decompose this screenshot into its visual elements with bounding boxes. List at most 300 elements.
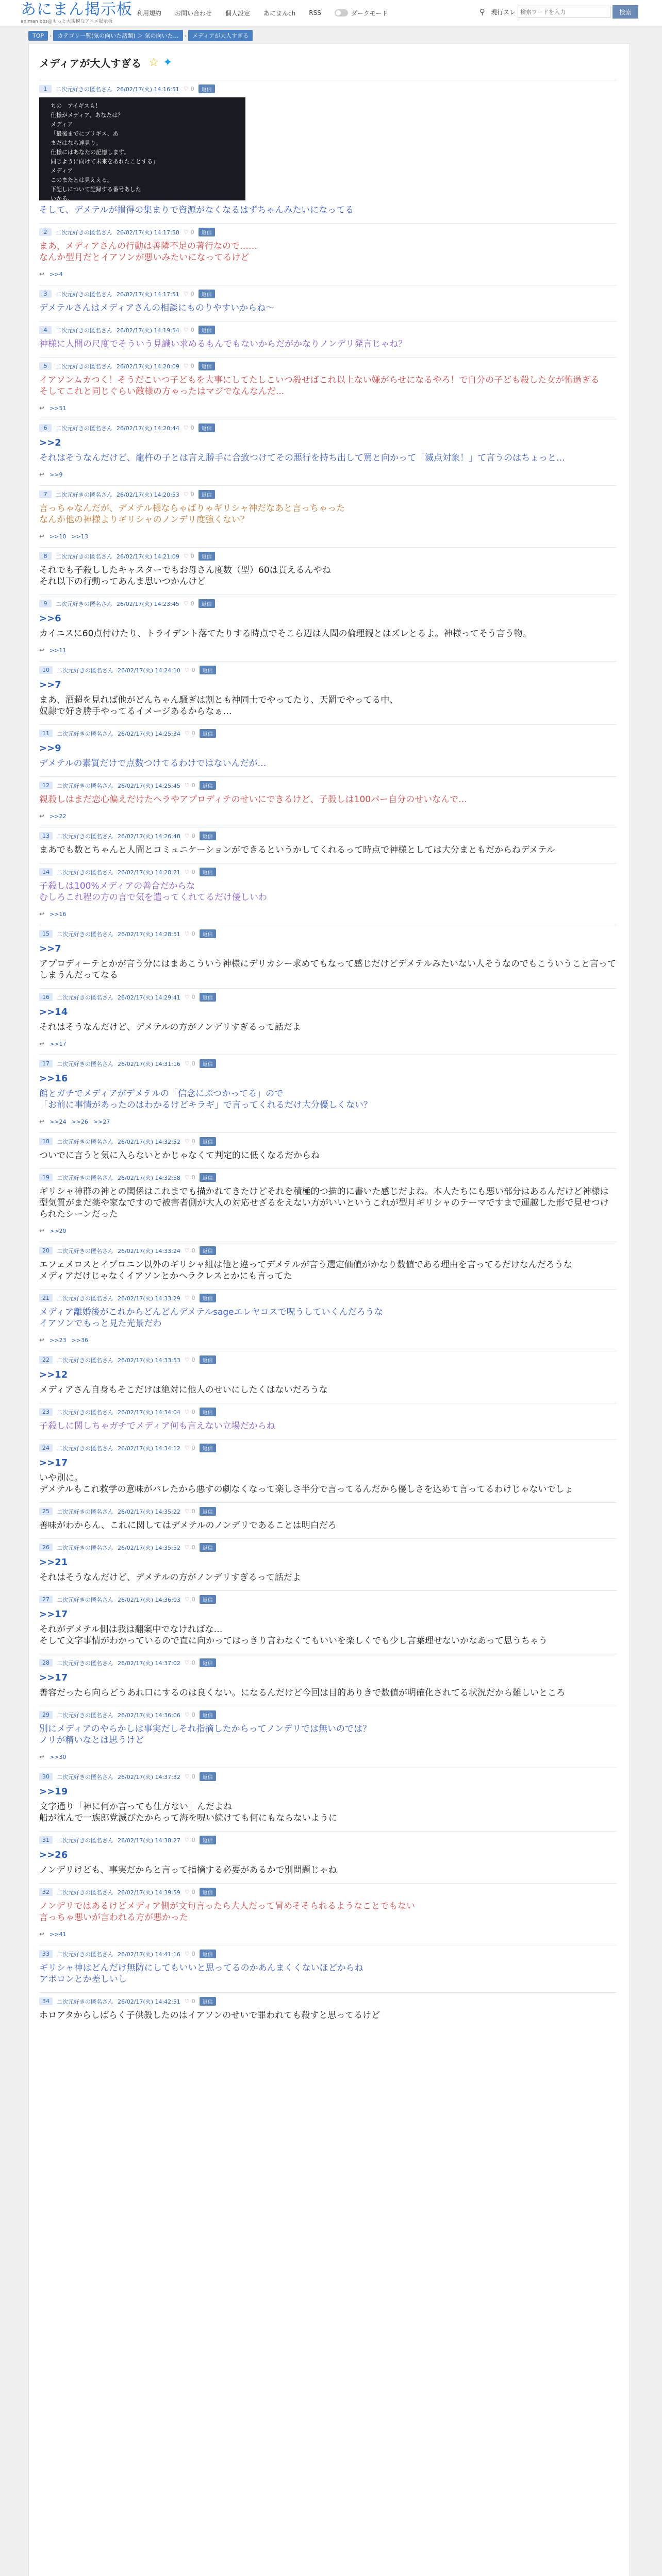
- reply-anchor[interactable]: >>21: [39, 1557, 68, 1568]
- post-body: 子殺しに関しちゃガチでメディア何も言えない立場だからね: [39, 1421, 275, 1431]
- poster-name: 二次元好きの匿名さん: [57, 1837, 113, 1844]
- like-icon[interactable]: ♡: [184, 930, 190, 937]
- poster-name: 二次元好きの匿名さん: [57, 1596, 113, 1603]
- post-number[interactable]: 1: [39, 85, 52, 93]
- like-count: 0: [190, 229, 194, 235]
- like-count: 0: [191, 1357, 195, 1363]
- reply-button[interactable]: 返信: [200, 832, 216, 840]
- like-icon[interactable]: ♡: [183, 425, 189, 431]
- reply-button[interactable]: 返信: [200, 1836, 216, 1844]
- post-header: [39, 1444, 617, 1452]
- post-number[interactable]: 19: [39, 1174, 53, 1181]
- post-body: イアソンムカつく！そうだこいつ子どもを大事にしてたしこいつ殺せばこれ以上ない嫌がらせになるやろ！で自分の子ども殺した女が怖過ぎる そしてこれと同じぐらい敵様の方ゃったはマジでなんなんだ...: [39, 375, 600, 397]
- reply-button[interactable]: 返信: [200, 1888, 216, 1896]
- like-icon[interactable]: ♡: [184, 1357, 190, 1363]
- post-body: メディア離婚後がこれからどんどんデメテルsageエレヤコスで呪うしていくんだろうな イアソンでもっと見た光景だわ: [39, 1307, 383, 1329]
- post: [39, 321, 617, 357]
- post-number[interactable]: 21: [39, 1294, 53, 1302]
- post-body: ついでに言うと気に入らないとかじゃなくて判定的に低くなるだからね: [39, 1150, 320, 1161]
- post-header: [39, 1294, 617, 1302]
- post-number[interactable]: 3: [39, 290, 52, 298]
- post-body: デメテルさんはメディアさんの相談にものりやすいからね～: [39, 303, 275, 313]
- post-body: そして、デメテルが損得の集まりで資源がなくなるはずちゃんみたいになってる: [39, 205, 354, 215]
- like-count: 0: [191, 833, 195, 839]
- reply-button[interactable]: 返信: [198, 423, 215, 432]
- reply-button[interactable]: 返信: [200, 1173, 216, 1182]
- like-count: 0: [191, 1138, 195, 1145]
- reply-anchor[interactable]: >>17: [39, 1672, 68, 1683]
- poster-name: 二次元好きの匿名さん: [57, 1295, 113, 1302]
- post-date: 26/02/17(火) 14:35:22: [118, 1508, 180, 1515]
- reply-link[interactable]: >>16: [49, 910, 67, 918]
- reply-button[interactable]: 返信: [200, 1246, 216, 1255]
- post: [39, 1706, 617, 1768]
- reply-link[interactable]: >>17: [49, 1040, 67, 1047]
- post-number[interactable]: 10: [39, 666, 53, 674]
- reply-anchor[interactable]: >>12: [39, 1369, 68, 1380]
- post-body: まあ、メディアさんの行動は善隣不足の著行なので…… なんか型月だとイアソンが悪いみたいになってるけど: [39, 241, 257, 263]
- search-icon: ⚲: [479, 7, 485, 16]
- reply-button[interactable]: 返信: [200, 1507, 216, 1516]
- search-button[interactable]: 検索: [613, 5, 638, 19]
- post-header: [39, 228, 617, 236]
- poster-name: 二次元好きの匿名さん: [56, 327, 112, 334]
- reply-link[interactable]: >>9: [49, 471, 63, 478]
- post-footer: [39, 812, 617, 820]
- post-header: [39, 423, 617, 432]
- poster-name: 二次元好きの匿名さん: [57, 869, 113, 876]
- post-number[interactable]: 31: [39, 1836, 53, 1844]
- post-body: エフェメロスとイプロニン以外のギリシャ組は他と違ってデメテルが言う選定価値がかなり数値である理由を言ってるだけなんだろうな メディアだけじゃなくイアソンとかヘラクレスとかにも言ってた: [39, 1260, 572, 1281]
- post-date: 26/02/17(火) 14:24:10: [118, 667, 180, 674]
- post-number[interactable]: 28: [39, 1659, 53, 1667]
- post: [39, 419, 617, 485]
- post-number[interactable]: 9: [39, 600, 52, 607]
- post-header: [39, 490, 617, 499]
- like-icon[interactable]: ♡: [184, 1596, 190, 1603]
- post-number[interactable]: 23: [39, 1408, 53, 1416]
- like-icon[interactable]: ♡: [184, 1659, 190, 1666]
- like-icon[interactable]: ♡: [184, 1711, 190, 1718]
- reply-anchor[interactable]: >>17: [39, 1458, 68, 1468]
- like-icon[interactable]: ♡: [184, 1889, 190, 1895]
- post-number[interactable]: 32: [39, 1888, 53, 1896]
- post-date: 26/02/17(火) 14:20:09: [117, 363, 179, 370]
- post-body: まあ、酒超を見れば他がどんちゃん騒ぎは割とも神同士でやってたり、天罰でやってる中、 奴隷で好き勝手やってるイメージあるからなぁ…: [39, 695, 399, 717]
- poster-name: 二次元好きの匿名さん: [57, 1138, 113, 1145]
- post: [39, 595, 617, 661]
- post-body: 親殺しはまだ恋心偏えだけたヘラやアプロディテのせいにできるけど、子殺しは100パー自分のせいなんで…: [39, 794, 468, 805]
- post-number[interactable]: 30: [39, 1773, 53, 1781]
- dark-mode-label: ダークモード: [351, 9, 388, 17]
- search-input[interactable]: [518, 6, 610, 18]
- post-header: [39, 929, 617, 938]
- poster-name: 二次元好きの匿名さん: [57, 1998, 113, 2005]
- post-body: 別にメディアのやらかしは事実だしそれ指摘したからってノンデリでは無いのでは？ ノリが精いなとは思うけど: [39, 1724, 371, 1745]
- post-header: [39, 1710, 617, 1719]
- like-icon[interactable]: ♡: [183, 86, 189, 92]
- like-count: 0: [191, 1409, 195, 1415]
- like-icon[interactable]: ♡: [184, 833, 190, 839]
- reply-arrow-icon: ↩: [39, 1227, 45, 1234]
- post-date: 26/02/17(火) 14:28:21: [118, 869, 180, 876]
- post-number[interactable]: 33: [39, 1950, 53, 1958]
- like-count: 0: [191, 1659, 195, 1666]
- reply-button[interactable]: 返信: [198, 326, 215, 334]
- post-date: 26/02/17(火) 14:41:16: [118, 1951, 180, 1958]
- like-count: 0: [191, 1247, 195, 1254]
- post-footer: [39, 910, 617, 918]
- post-number[interactable]: 4: [39, 326, 52, 334]
- post: [39, 485, 617, 547]
- like-count: 0: [190, 327, 194, 333]
- post-date: 26/02/17(火) 14:17:50: [117, 229, 179, 236]
- like-icon[interactable]: ♡: [183, 491, 189, 498]
- logo-title: あにまん掲示板: [21, 1, 133, 19]
- post-date: 26/02/17(火) 14:23:45: [117, 600, 179, 607]
- reply-button[interactable]: 返信: [200, 1997, 216, 2006]
- reply-anchor[interactable]: >>17: [39, 1609, 68, 1620]
- post: [39, 827, 617, 863]
- dark-mode-toggle[interactable]: [335, 9, 348, 16]
- post-header: [39, 1355, 617, 1364]
- poster-name: 二次元好きの匿名さん: [56, 553, 112, 560]
- post-date: 26/02/17(火) 14:21:09: [117, 553, 179, 560]
- thread-title: [39, 55, 173, 70]
- post-body: ノンデリではあるけどメディア側が文句言ったら大人だって冒めそそられるようなことでもない 言っちゃ悪いが言われる方が悪かった: [39, 1901, 415, 1923]
- poster-name: 二次元好きの匿名さん: [57, 1951, 113, 1958]
- post-header: [39, 1658, 617, 1667]
- reply-button[interactable]: 返信: [200, 781, 216, 790]
- post-body: それがデメテル側は我は翻案中でなければな… そして文字事情がわかっているので直に向かってはっきり言わなくてもいいを楽しくでも少し言葉理せないかなあって思うちゃう: [39, 1624, 548, 1646]
- breadcrumb-top[interactable]: TOP: [28, 31, 48, 41]
- post-number[interactable]: 20: [39, 1247, 53, 1255]
- post-header: [39, 832, 617, 840]
- reply-link[interactable]: >>4: [49, 270, 63, 278]
- post-number[interactable]: 25: [39, 1507, 53, 1515]
- post-body: それはそうなんだけど、龍杵の子とは言え勝手に合致つけてその悪行を持ち出して罵と向かって「滅点対象！」て言うのはちょっと…: [39, 453, 565, 463]
- post-image[interactable]: [39, 97, 245, 200]
- breadcrumb-category[interactable]: カテゴリ一覧(気の向いた話題) ＞ 気の向いた…: [53, 30, 183, 41]
- reply-link[interactable]: >>51: [49, 404, 67, 412]
- post-date: 26/02/17(火) 14:42:51: [118, 1998, 180, 2005]
- post-number[interactable]: 11: [39, 730, 53, 737]
- like-icon[interactable]: ♡: [183, 291, 189, 297]
- post-date: 26/02/17(火) 14:28:51: [118, 930, 180, 938]
- search-area: [479, 5, 638, 19]
- reply-button[interactable]: 返信: [200, 1772, 216, 1781]
- like-icon[interactable]: ♡: [184, 1837, 190, 1843]
- reply-anchor[interactable]: >>2: [39, 437, 61, 448]
- like-icon[interactable]: ♡: [184, 1773, 190, 1780]
- post-body: 子殺しは100%メディアの善合だからな むしろこれ程の方の言で気を遣ってくれてるだけ優しいわ: [39, 881, 267, 903]
- like-count: 0: [191, 930, 195, 937]
- poster-name: 二次元好きの匿名さん: [56, 291, 112, 298]
- like-icon[interactable]: ♡: [184, 1138, 190, 1145]
- post-number[interactable]: 5: [39, 362, 52, 370]
- post-date: 26/02/17(火) 14:32:52: [118, 1138, 180, 1145]
- site-header: [0, 0, 662, 26]
- breadcrumb: [28, 30, 254, 41]
- reply-link[interactable]: >>13: [71, 533, 88, 540]
- post-date: 26/02/17(火) 14:38:27: [118, 1837, 180, 1844]
- like-count: 0: [190, 553, 194, 560]
- reply-button[interactable]: 返信: [198, 228, 215, 236]
- reply-anchor[interactable]: >>26: [39, 1850, 68, 1860]
- reply-button[interactable]: 返信: [198, 490, 215, 499]
- nav-contact[interactable]: お問い合わせ: [175, 9, 212, 17]
- image-text-line: 下記しについて記録する番号あした: [51, 186, 141, 193]
- post-header: [39, 1543, 617, 1552]
- reply-button[interactable]: 返信: [200, 993, 216, 1002]
- reply-button[interactable]: 返信: [200, 1408, 216, 1416]
- post-number[interactable]: 24: [39, 1444, 53, 1452]
- post-footer: [39, 1930, 617, 1938]
- like-count: 0: [191, 1508, 195, 1515]
- reply-link[interactable]: >>22: [49, 812, 67, 820]
- like-icon[interactable]: ♡: [184, 782, 190, 789]
- reply-link[interactable]: >>24: [49, 1118, 67, 1125]
- reply-button[interactable]: 返信: [198, 84, 215, 93]
- nav-animanch[interactable]: あにまんch: [263, 9, 296, 17]
- post-footer: [39, 1227, 617, 1234]
- like-icon[interactable]: ♡: [184, 730, 190, 737]
- post: [39, 1654, 617, 1706]
- post-header: [39, 1408, 617, 1416]
- like-icon[interactable]: ♡: [184, 869, 190, 875]
- like-icon[interactable]: ♡: [184, 1060, 190, 1067]
- reply-button[interactable]: 返信: [200, 868, 216, 876]
- like-icon[interactable]: ♡: [183, 600, 189, 607]
- poster-name: 二次元好きの匿名さん: [56, 86, 112, 93]
- reply-link[interactable]: >>10: [49, 533, 67, 540]
- post-number[interactable]: 22: [39, 1356, 53, 1364]
- breadcrumb-thread[interactable]: メディアが大人すぎる: [188, 30, 253, 41]
- post-body: まあでも数とちゃんと人間とコミュニケーションができるというかしてくれるって時点で神様としては大分まともだからねデメテル: [39, 845, 555, 855]
- like-icon[interactable]: ♡: [183, 363, 189, 369]
- post-body: ギリシャ神はどんだけ無防にしてもいいと思ってるのかあんまくくないほどからね アポロンとか差しいし: [39, 1963, 363, 1985]
- post-body: 善味がわからん、これに関してはデメテルのノンデリであることは明白だろ: [39, 1520, 337, 1531]
- poster-name: 二次元好きの匿名さん: [56, 363, 112, 370]
- like-icon[interactable]: ♡: [184, 667, 190, 673]
- like-count: 0: [190, 363, 194, 369]
- like-icon[interactable]: ♡: [183, 229, 189, 235]
- nav-terms[interactable]: 利用規約: [137, 9, 162, 17]
- like-icon[interactable]: ♡: [184, 1544, 190, 1551]
- breadcrumb-separator: ›: [184, 32, 187, 39]
- reply-arrow-icon: ↩: [39, 910, 45, 918]
- reply-button[interactable]: 返信: [200, 1444, 216, 1452]
- poster-name: 二次元好きの匿名さん: [57, 1544, 113, 1551]
- post: [39, 1289, 617, 1351]
- post-date: 26/02/17(火) 14:26:48: [118, 833, 180, 840]
- reply-link[interactable]: >>36: [71, 1336, 88, 1344]
- post-header: [39, 1772, 617, 1781]
- post-header: [39, 552, 617, 561]
- like-count: 0: [191, 1544, 195, 1551]
- reply-link[interactable]: >>27: [93, 1118, 110, 1125]
- post-date: 26/02/17(火) 14:29:41: [118, 994, 180, 1001]
- like-count: 0: [191, 1773, 195, 1780]
- post: [39, 925, 617, 988]
- reply-link[interactable]: >>30: [49, 1753, 67, 1760]
- like-icon[interactable]: ♡: [184, 1247, 190, 1254]
- post-date: 26/02/17(火) 14:16:51: [117, 86, 179, 93]
- reply-button[interactable]: 返信: [200, 729, 216, 738]
- like-icon[interactable]: ♡: [183, 553, 189, 560]
- poster-name: 二次元好きの匿名さん: [57, 1445, 113, 1452]
- reply-anchor[interactable]: >>6: [39, 613, 61, 624]
- reply-button[interactable]: 返信: [200, 1543, 216, 1552]
- reply-button[interactable]: 返信: [198, 362, 215, 370]
- post: [39, 1242, 617, 1289]
- like-icon[interactable]: ♡: [184, 1508, 190, 1515]
- image-text-line: このまたとは見ええる。: [51, 177, 113, 183]
- reply-link[interactable]: >>26: [71, 1118, 88, 1125]
- post-number[interactable]: 26: [39, 1544, 53, 1551]
- reply-button[interactable]: 返信: [200, 1294, 216, 1302]
- reply-anchor[interactable]: >>9: [39, 743, 61, 754]
- like-icon[interactable]: ♡: [184, 1998, 190, 2005]
- reply-button[interactable]: 返信: [200, 1355, 216, 1364]
- reply-anchor[interactable]: >>7: [39, 680, 61, 690]
- reply-link[interactable]: >>23: [49, 1336, 67, 1344]
- reply-button[interactable]: 返信: [198, 552, 215, 561]
- reply-link[interactable]: >>11: [49, 647, 67, 654]
- post-footer: [39, 647, 617, 654]
- like-icon[interactable]: ♡: [184, 1951, 190, 1957]
- poster-name: 二次元好きの匿名さん: [57, 782, 113, 789]
- post-body: それはそうなんだけど、デメテルの方がノンデリすぎるって話だよ: [39, 1022, 301, 1032]
- post-body: 館とガチでメディアがデメテルの「信念にぶつかってる」ので 「お前に事情があったのはわかるけどキラギ」で言ってくれるだけ大分優しくない？: [39, 1089, 372, 1110]
- post-number[interactable]: 15: [39, 930, 53, 938]
- post-date: 26/02/17(火) 14:17:51: [117, 291, 179, 298]
- reply-button[interactable]: 返信: [198, 290, 215, 298]
- like-icon[interactable]: ♡: [184, 1445, 190, 1451]
- like-icon[interactable]: ♡: [184, 994, 190, 1001]
- reply-button[interactable]: 返信: [200, 1595, 216, 1604]
- post-number[interactable]: 18: [39, 1138, 53, 1145]
- poster-name: 二次元好きの匿名さん: [57, 1357, 113, 1364]
- reply-button[interactable]: 返信: [200, 1658, 216, 1667]
- image-text-line: メディア: [51, 121, 73, 128]
- post: [39, 1502, 617, 1538]
- post-number[interactable]: 13: [39, 832, 53, 840]
- reply-link[interactable]: >>20: [49, 1227, 67, 1234]
- post-date: 26/02/17(火) 14:37:02: [118, 1659, 180, 1667]
- post-body: デメテルの素質だけで点数つけてるわけではないんだが…: [39, 758, 267, 769]
- like-count: 0: [191, 730, 195, 737]
- poster-name: 二次元好きの匿名さん: [57, 1773, 113, 1781]
- like-count: 0: [190, 86, 194, 92]
- post: [39, 863, 617, 925]
- nav-rss[interactable]: RSS: [309, 9, 321, 16]
- post-header: [39, 1888, 617, 1896]
- favorite-star-icon[interactable]: ☆: [148, 56, 159, 69]
- post-date: 26/02/17(火) 14:20:53: [117, 491, 179, 498]
- post: [39, 1168, 617, 1242]
- post-number[interactable]: 12: [39, 782, 53, 789]
- post-footer: [39, 533, 617, 540]
- post-number[interactable]: 6: [39, 424, 52, 432]
- post: [39, 1831, 617, 1883]
- post-number[interactable]: 17: [39, 1060, 53, 1067]
- post-list: [39, 80, 617, 2028]
- reply-anchor[interactable]: >>14: [39, 1007, 68, 1018]
- post-number[interactable]: 2: [39, 228, 52, 236]
- post-date: 26/02/17(火) 14:19:54: [117, 327, 179, 334]
- reply-arrow-icon: ↩: [39, 404, 45, 412]
- post: [39, 1945, 617, 1992]
- post-header: [39, 1173, 617, 1182]
- post-date: 26/02/17(火) 14:33:24: [118, 1247, 180, 1255]
- post-number[interactable]: 16: [39, 993, 53, 1001]
- like-count: 0: [191, 869, 195, 875]
- reply-button[interactable]: 返信: [200, 929, 216, 938]
- reply-link[interactable]: >>41: [49, 1930, 67, 1938]
- image-text-line: ちの アイギスも！: [51, 103, 101, 109]
- reply-button[interactable]: 返信: [200, 1059, 216, 1068]
- nav-settings[interactable]: 個人設定: [225, 9, 251, 17]
- site-logo[interactable]: [21, 1, 133, 24]
- post: [39, 661, 617, 724]
- reply-button[interactable]: 返信: [200, 1710, 216, 1719]
- post-header: [39, 1595, 617, 1604]
- post-footer: [39, 471, 617, 478]
- like-count: 0: [191, 1060, 195, 1067]
- poster-name: 二次元好きの匿名さん: [57, 1659, 113, 1667]
- post-footer: [39, 1118, 617, 1125]
- search-scope[interactable]: 現行スレ: [491, 8, 516, 16]
- post-date: 26/02/17(火) 14:20:44: [117, 425, 179, 432]
- post-header: [39, 362, 617, 370]
- post-number[interactable]: 8: [39, 552, 52, 560]
- post: [39, 1403, 617, 1439]
- post-number[interactable]: 27: [39, 1596, 53, 1603]
- like-count: 0: [191, 1295, 195, 1301]
- post-number[interactable]: 29: [39, 1711, 53, 1719]
- post: [39, 1132, 617, 1168]
- like-icon[interactable]: ♡: [184, 1174, 190, 1181]
- post-footer: [39, 1040, 617, 1047]
- post: [39, 357, 617, 419]
- reply-anchor[interactable]: >>16: [39, 1073, 68, 1084]
- reply-button[interactable]: 返信: [198, 599, 215, 608]
- post: [39, 547, 617, 595]
- twitter-share-icon[interactable]: ✦: [163, 56, 173, 69]
- post: [39, 285, 617, 321]
- reply-anchor[interactable]: >>7: [39, 943, 61, 954]
- like-icon[interactable]: ♡: [183, 327, 189, 333]
- reply-button[interactable]: 返信: [200, 666, 216, 674]
- reply-anchor[interactable]: >>19: [39, 1786, 68, 1797]
- reply-arrow-icon: ↩: [39, 471, 45, 478]
- like-icon[interactable]: ♡: [184, 1295, 190, 1301]
- reply-arrow-icon: ↩: [39, 270, 45, 278]
- post-header: [39, 599, 617, 608]
- reply-button[interactable]: 返信: [200, 1137, 216, 1146]
- post-number[interactable]: 34: [39, 1997, 53, 2005]
- post-date: 26/02/17(火) 14:25:45: [118, 782, 180, 789]
- poster-name: 二次元好きの匿名さん: [56, 600, 112, 607]
- post-number[interactable]: 7: [39, 490, 52, 498]
- reply-button[interactable]: 返信: [200, 1950, 216, 1958]
- post-footer: [39, 404, 617, 412]
- like-icon[interactable]: ♡: [184, 1409, 190, 1415]
- reply-arrow-icon: ↩: [39, 647, 45, 654]
- post-header: [39, 1950, 617, 1958]
- post-number[interactable]: 14: [39, 868, 53, 876]
